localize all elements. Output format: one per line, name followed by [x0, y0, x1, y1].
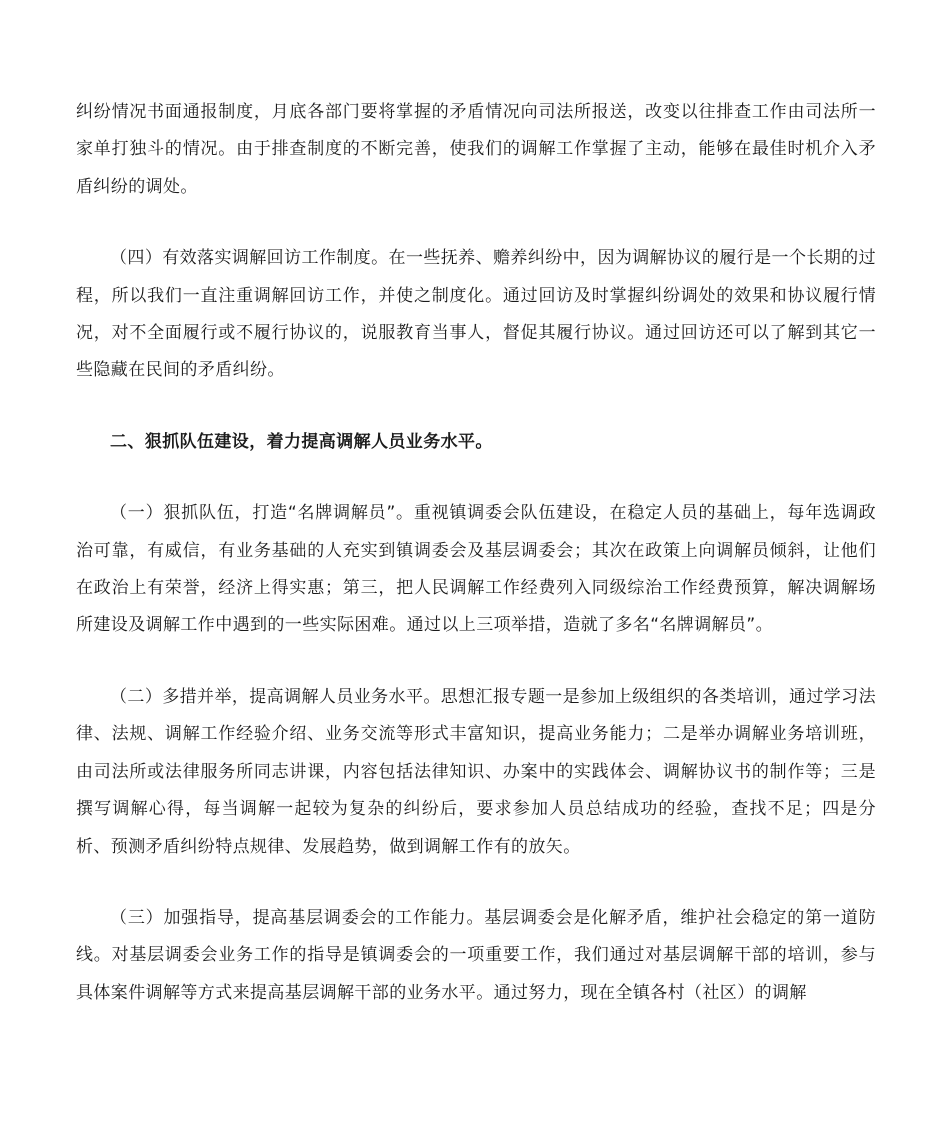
section-heading-team-building: 二、狠抓队伍建设，着力提高调解人员业务水平。 — [110, 431, 493, 452]
paragraph-brand-mediators: （一）狠抓队伍，打造“名牌调解员”。重视镇调委会队伍建设，在稳定人员的基础上，每年选调政治可靠，有威信，有业务基础的人充实到镇调委会及基层调委会；其次在政策上向调解员倾斜，让他们在政治上有荣誉，经济上得实惠；第三，把人民调解工作经费列入同级综治工作经费预算，解决调解场所建设及调解工作中遇到的一些实际困难。通过以上三项举措，造就了多名“名牌调解员”。 — [76, 503, 876, 636]
paragraph-continuation: 纠纷情况书面通报制度，月底各部门要将掌握的矛盾情况向司法所报送，改变以往排查工作由司法所一家单打独斗的情况。由于排查制度的不断完善，使我们的调解工作掌握了主动，能够在最佳时机介入矛盾纠纷的调处。 — [76, 102, 876, 197]
document-body — [76, 94, 876, 1012]
paragraph-multiple-measures: （二）多措并举，提高调解人员业务水平。思想汇报专题一是参加上级组织的各类培训，通过学习法律、法规、调解工作经验介绍、业务交流等形式丰富知识，提高业务能力；二是举办调解业务培训班，由司法所或法律服务所同志讲课，内容包括法律知识、办案中的实践体会、调解协议书的制作等；三是撰写调解心得，每当调解一起较为复杂的纠纷后，要求参加人员总结成功的经验，查找不足；四是分析、预测矛盾纠纷特点规律、发展趋势，做到调解工作有的放矢。 — [76, 686, 876, 857]
paragraph-grassroots-guidance: （三）加强指导，提高基层调委会的工作能力。基层调委会是化解矛盾，维护社会稳定的第一道防线。对基层调委会业务工作的指导是镇调委会的一项重要工作，我们通过对基层调解干部的培训，参与具体案件调解等方式来提高基层调解干部的业务水平。通过努力，现在全镇各村（社区）的调解 — [76, 907, 876, 1003]
paragraph-followup-visits: （四）有效落实调解回访工作制度。在一些抚养、赡养纠纷中，因为调解协议的履行是一个长期的过程，所以我们一直注重调解回访工作，并使之制度化。通过回访及时掌握纠纷调处的效果和协议履行情况，对不全面履行或不履行协议的，说服教育当事人，督促其履行协议。通过回访还可以了解到其它一些隐藏在民间的矛盾纠纷。 — [76, 248, 876, 381]
